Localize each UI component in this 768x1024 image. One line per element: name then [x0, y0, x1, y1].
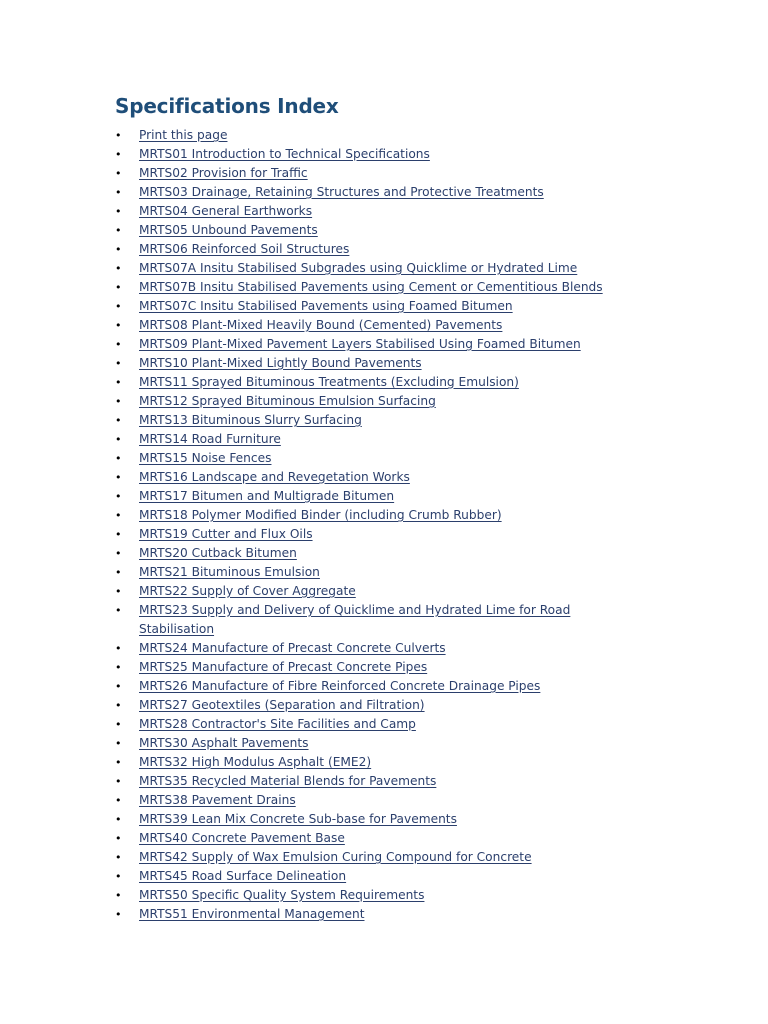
list-item [115, 601, 609, 639]
bullet-icon: • [115, 756, 122, 769]
specification-link[interactable]: MRTS11 Sprayed Bituminous Treatments (Excluding Emulsion) [139, 375, 519, 389]
list-item [115, 316, 609, 335]
bullet-icon: • [115, 547, 122, 560]
specification-link[interactable]: MRTS12 Sprayed Bituminous Emulsion Surfacing [139, 394, 436, 408]
list-item [115, 810, 609, 829]
specification-link[interactable]: MRTS45 Road Surface Delineation [139, 869, 347, 883]
specification-link[interactable]: MRTS42 Supply of Wax Emulsion Curing Compound for Concrete [139, 850, 532, 864]
list-item [115, 772, 609, 791]
bullet-icon: • [115, 699, 122, 712]
specification-link[interactable]: MRTS23 Supply and Delivery of Quicklime and Hydrated Lime for Road Stabilisation [139, 603, 571, 636]
list-item [115, 449, 609, 468]
specification-link[interactable]: MRTS27 Geotextiles (Separation and Filtration) [139, 698, 425, 712]
specification-link[interactable]: MRTS50 Specific Quality System Requirements [139, 888, 425, 902]
specification-link[interactable]: MRTS26 Manufacture of Fibre Reinforced Concrete Drainage Pipes [139, 679, 541, 693]
specifications-list [115, 126, 755, 924]
bullet-icon: • [115, 243, 122, 256]
bullet-icon: • [115, 604, 122, 617]
bullet-icon: • [115, 376, 122, 389]
list-item [115, 848, 609, 867]
specification-link[interactable]: MRTS21 Bituminous Emulsion [139, 565, 320, 579]
specification-link[interactable]: MRTS24 Manufacture of Precast Concrete Culverts [139, 641, 446, 655]
page-title: Specifications Index [115, 94, 339, 118]
list-item [115, 905, 609, 924]
list-item [115, 430, 609, 449]
list-item [115, 335, 609, 354]
list-item [115, 544, 609, 563]
bullet-icon: • [115, 148, 122, 161]
specification-link[interactable]: MRTS13 Bituminous Slurry Surfacing [139, 413, 362, 427]
specification-link[interactable]: MRTS30 Asphalt Pavements [139, 736, 309, 750]
list-item [115, 886, 609, 905]
list-item [115, 126, 609, 145]
specification-link[interactable]: MRTS07A Insitu Stabilised Subgrades using Quicklime or Hydrated Lime [139, 261, 578, 275]
list-item [115, 867, 609, 886]
specification-link[interactable]: MRTS16 Landscape and Revegetation Works [139, 470, 410, 484]
bullet-icon: • [115, 452, 122, 465]
specification-link[interactable]: MRTS40 Concrete Pavement Base [139, 831, 345, 845]
bullet-icon: • [115, 281, 122, 294]
print-page-link[interactable]: Print this page [139, 128, 228, 142]
specification-link[interactable]: MRTS17 Bitumen and Multigrade Bitumen [139, 489, 395, 503]
bullet-icon: • [115, 832, 122, 845]
bullet-icon: • [115, 794, 122, 807]
list-item [115, 259, 609, 278]
bullet-icon: • [115, 129, 122, 142]
specification-link[interactable]: MRTS39 Lean Mix Concrete Sub-base for Pavements [139, 812, 457, 826]
bullet-icon: • [115, 357, 122, 370]
specification-link[interactable]: MRTS07C Insitu Stabilised Pavements using Foamed Bitumen [139, 299, 513, 313]
specification-link[interactable]: MRTS25 Manufacture of Precast Concrete Pipes [139, 660, 428, 674]
list-item [115, 696, 609, 715]
list-item [115, 145, 609, 164]
specification-link[interactable]: MRTS18 Polymer Modified Binder (including Crumb Rubber) [139, 508, 502, 522]
specification-link[interactable]: MRTS32 High Modulus Asphalt (EME2) [139, 755, 372, 769]
list-item [115, 677, 609, 696]
list-item [115, 278, 609, 297]
list-item [115, 221, 609, 240]
list-item [115, 753, 609, 772]
bullet-icon: • [115, 338, 122, 351]
list-item [115, 183, 609, 202]
specification-link[interactable]: MRTS02 Provision for Traffic [139, 166, 308, 180]
bullet-icon: • [115, 718, 122, 731]
bullet-icon: • [115, 528, 122, 541]
list-item [115, 791, 609, 810]
specification-link[interactable]: MRTS51 Environmental Management [139, 907, 365, 921]
bullet-icon: • [115, 490, 122, 503]
list-item [115, 373, 609, 392]
bullet-icon: • [115, 205, 122, 218]
list-item [115, 582, 609, 601]
list-item [115, 354, 609, 373]
bullet-icon: • [115, 566, 122, 579]
bullet-icon: • [115, 300, 122, 313]
specification-link[interactable]: MRTS05 Unbound Pavements [139, 223, 318, 237]
bullet-icon: • [115, 167, 122, 180]
list-item [115, 829, 609, 848]
list-item [115, 392, 609, 411]
bullet-icon: • [115, 433, 122, 446]
bullet-icon: • [115, 908, 122, 921]
list-item [115, 240, 609, 259]
specification-link[interactable]: MRTS22 Supply of Cover Aggregate [139, 584, 356, 598]
bullet-icon: • [115, 319, 122, 332]
bullet-icon: • [115, 851, 122, 864]
bullet-icon: • [115, 680, 122, 693]
bullet-icon: • [115, 642, 122, 655]
specification-link[interactable]: MRTS03 Drainage, Retaining Structures and Protective Treatments [139, 185, 544, 199]
list-item [115, 202, 609, 221]
specification-link[interactable]: MRTS06 Reinforced Soil Structures [139, 242, 350, 256]
specification-link[interactable]: MRTS35 Recycled Material Blends for Pavements [139, 774, 437, 788]
specification-link[interactable]: MRTS28 Contractor's Site Facilities and Camp [139, 717, 416, 731]
bullet-icon: • [115, 737, 122, 750]
bullet-icon: • [115, 775, 122, 788]
list-item [115, 734, 609, 753]
list-item [115, 297, 609, 316]
bullet-icon: • [115, 224, 122, 237]
list-item [115, 658, 609, 677]
bullet-icon: • [115, 813, 122, 826]
list-item [115, 468, 609, 487]
bullet-icon: • [115, 870, 122, 883]
bullet-icon: • [115, 661, 122, 674]
specification-link[interactable]: MRTS38 Pavement Drains [139, 793, 296, 807]
bullet-icon: • [115, 395, 122, 408]
page-content [115, 92, 755, 924]
list-item [115, 525, 609, 544]
specification-link[interactable]: MRTS08 Plant-Mixed Heavily Bound (Cemented) Pavements [139, 318, 503, 332]
bullet-icon: • [115, 262, 122, 275]
list-item [115, 563, 609, 582]
specification-link[interactable]: MRTS04 General Earthworks [139, 204, 313, 218]
bullet-icon: • [115, 414, 122, 427]
list-item [115, 164, 609, 183]
specification-link[interactable]: MRTS20 Cutback Bitumen [139, 546, 297, 560]
list-item [115, 639, 609, 658]
specification-link[interactable]: MRTS07B Insitu Stabilised Pavements using Cement or Cementitious Blends [139, 280, 603, 294]
specification-link[interactable]: MRTS09 Plant-Mixed Pavement Layers Stabilised Using Foamed Bitumen [139, 337, 581, 351]
list-item [115, 506, 609, 525]
bullet-icon: • [115, 889, 122, 902]
bullet-icon: • [115, 471, 122, 484]
specification-link[interactable]: MRTS10 Plant-Mixed Lightly Bound Pavements [139, 356, 422, 370]
bullet-icon: • [115, 585, 122, 598]
list-item [115, 715, 609, 734]
specification-link[interactable]: MRTS01 Introduction to Technical Specifications [139, 147, 430, 161]
specification-link[interactable]: MRTS14 Road Furniture [139, 432, 281, 446]
list-item [115, 411, 609, 430]
list-item [115, 487, 609, 506]
specification-link[interactable]: MRTS15 Noise Fences [139, 451, 272, 465]
bullet-icon: • [115, 509, 122, 522]
specification-link[interactable]: MRTS19 Cutter and Flux Oils [139, 527, 313, 541]
bullet-icon: • [115, 186, 122, 199]
